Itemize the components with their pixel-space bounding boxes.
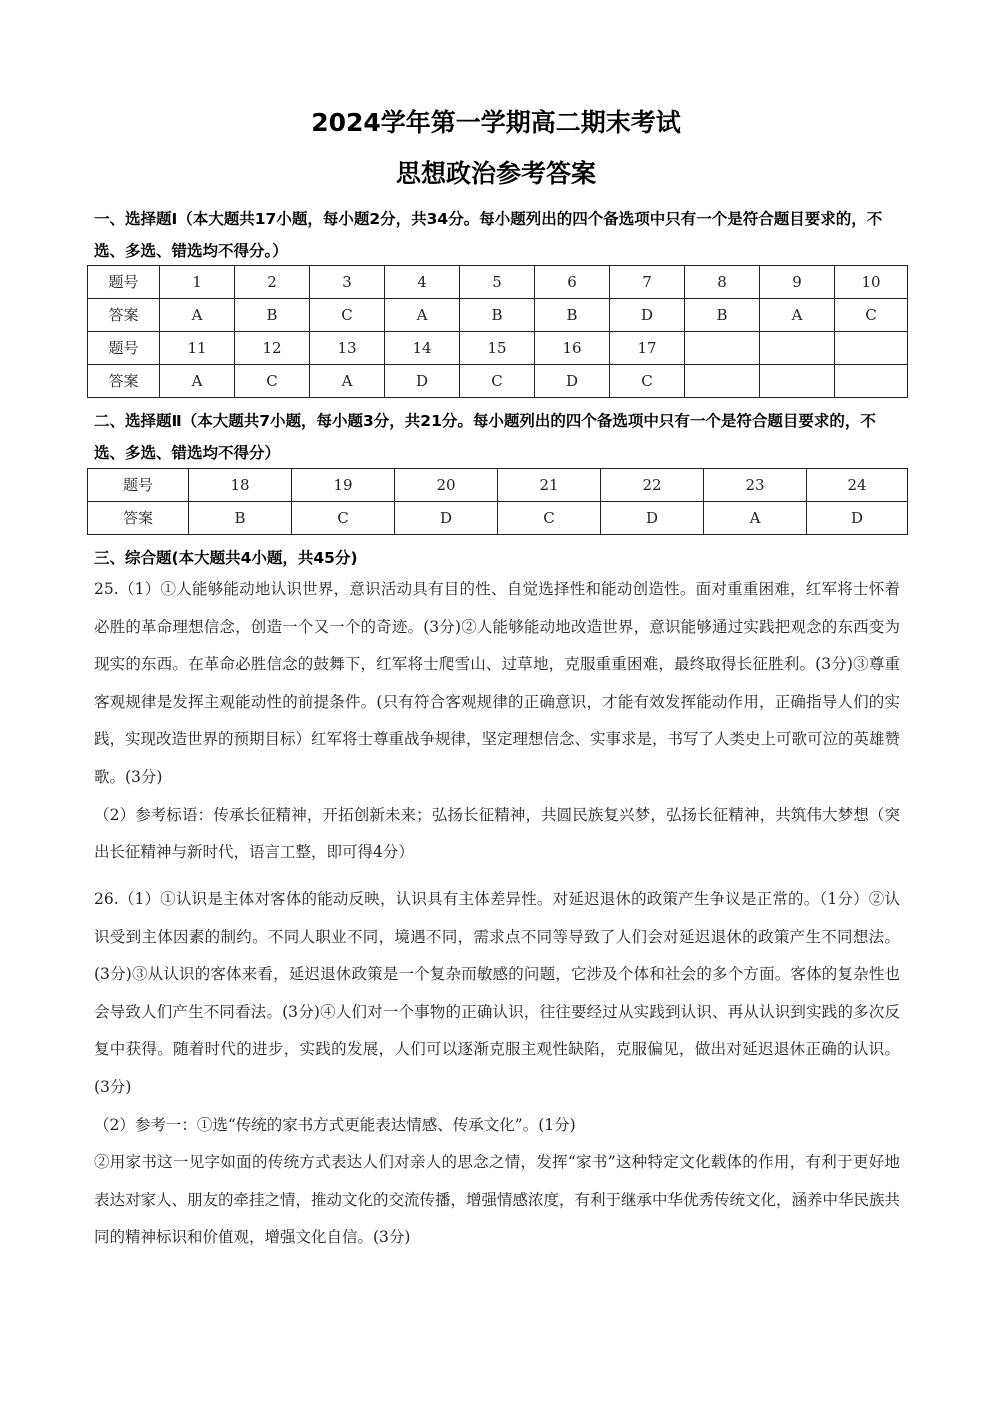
answer-cell: C [292, 502, 395, 535]
question-number: 14 [385, 332, 460, 365]
question-number: 9 [760, 266, 835, 299]
answer-cell: A [310, 365, 385, 398]
question-number: 22 [601, 469, 704, 502]
answer-cell: C [310, 299, 385, 332]
question-number: 1 [160, 266, 235, 299]
q25-part1: 25.（1）①人能够能动地认识世界，意识活动具有目的性、自觉选择性和能动创造性。面对重重困难，红军将士怀着必胜的革命理想信念，创造一个又一个的奇迹。(3分)②人能够能动地改造世界，意识能够通过实践把观念的东西变为现实的东西。在革命必胜信念的鼓舞下，红军将士爬雪山、过草地，克服重重困难，最终取得长征胜利。(3分)③尊重客观规律是发挥主观能动性的前提条件。(只有符合客观规律的正确意识，才能有效发挥能动作用，正确指导人们的实践，实现改造世界的预期目标）红军将士尊重战争规律，坚定理想信念、实事求是，书写了人类史上可歌可泣的英雄赞歌。(3分) [94, 580, 901, 786]
answer-cell: C [235, 365, 310, 398]
answer-cell: B [189, 502, 292, 535]
answer-cell: C [610, 365, 685, 398]
answer-cell: D [385, 365, 460, 398]
answer-cell: C [460, 365, 535, 398]
answer-cell: D [610, 299, 685, 332]
row-label-answer: 答案 [88, 299, 160, 332]
answer-cell: B [460, 299, 535, 332]
question-number: 10 [835, 266, 908, 299]
question-number: 2 [235, 266, 310, 299]
q26-part3: ②用家书这一见字如面的传统方式表达人们对亲人的思念之情，发挥“家书”这种特定文化载体的作用，有利于更好地表达对家人、朋友的牵挂之情，推动文化的交流传播，增强情感浓度，有利于继承中华优秀传统文化，涵养中华民族共同的精神标识和价值观，增强文化自信。(3分) [94, 1153, 901, 1247]
answer-cell: A [160, 365, 235, 398]
question-number: 3 [310, 266, 385, 299]
question-number: 15 [460, 332, 535, 365]
section2-answer-table [87, 468, 908, 535]
question-number: 18 [189, 469, 292, 502]
table-row [88, 469, 908, 502]
answer-cell: D [601, 502, 704, 535]
empty-cell [685, 365, 760, 398]
row-label-answer: 答案 [88, 502, 189, 535]
table-row [88, 502, 908, 535]
section1-answer-table [87, 265, 908, 398]
answer-cell: C [835, 299, 908, 332]
page-subtitle: 思想政治参考答案 [395, 159, 596, 188]
table-row [88, 266, 908, 299]
answer-cell: A [704, 502, 807, 535]
question-number: 6 [535, 266, 610, 299]
q26-part1: 26.（1）①认识是主体对客体的能动反映，认识具有主体差异性。对延迟退休的政策产生争议是正常的。（1分）②认识受到主体因素的制约。不同人职业不同，境遇不同，需求点不同等导致了人们会对延迟退休的政策产生不同想法。(3分)③从认识的客体来看，延迟退休政策是一个复杂而敏感的问题，它涉及个体和社会的多个方面。客体的复杂性也会导致人们产生不同看法。(3分)④人们对一个事物的正确认识，往往要经过从实践到认识、再从认识到实践的多次反复中获得。随着时代的进步，实践的发展，人们可以逐渐克服主观性缺陷，克服偏见，做出对延迟退休正确的认识。(3分) [94, 890, 900, 1096]
answer-cell: D [535, 365, 610, 398]
q25-part2: （2）参考标语：传承长征精神，开拓创新未来；弘扬长征精神，共圆民族复兴梦，弘扬长征精神，共筑伟大梦想（突出长征精神与新时代，语言工整，即可得4分） [94, 805, 900, 862]
answer-cell: B [535, 299, 610, 332]
table-row [88, 332, 908, 365]
row-label-number: 题号 [88, 266, 160, 299]
row-label-answer: 答案 [88, 365, 160, 398]
question-number: 21 [498, 469, 601, 502]
empty-cell [760, 332, 835, 365]
table-row [88, 365, 908, 398]
section3-heading: 三、综合题(本大题共4小题，共45分) [94, 549, 358, 567]
question-number: 12 [235, 332, 310, 365]
answer-cell: A [385, 299, 460, 332]
section2-heading: 二、选择题Ⅱ（本大题共7小题，每小题3分，共21分。每小题列出的四个备选项中只有一个是符合题目要求的，不选、多选、错选均不得分） [94, 412, 876, 462]
question-number: 23 [704, 469, 807, 502]
section1-heading: 一、选择题Ⅰ（本大题共17小题，每小题2分，共34分。每小题列出的四个备选项中只有一个是符合题目要求的，不选、多选、错选均不得分。） [94, 210, 883, 260]
row-label-number: 题号 [88, 332, 160, 365]
question-number: 24 [807, 469, 908, 502]
question-number: 4 [385, 266, 460, 299]
row-label-number: 题号 [88, 469, 189, 502]
answer-cell: A [760, 299, 835, 332]
answer-cell: D [395, 502, 498, 535]
question-25-answer [94, 571, 900, 872]
question-number: 16 [535, 332, 610, 365]
question-number: 5 [460, 266, 535, 299]
question-number: 17 [610, 332, 685, 365]
table-row [88, 299, 908, 332]
answer-cell: C [498, 502, 601, 535]
question-number: 20 [395, 469, 498, 502]
answer-cell: B [235, 299, 310, 332]
empty-cell [835, 332, 908, 365]
answer-cell: A [160, 299, 235, 332]
question-number: 7 [610, 266, 685, 299]
empty-cell [685, 332, 760, 365]
empty-cell [835, 365, 908, 398]
answer-cell: D [807, 502, 908, 535]
page-title: 2024学年第一学期高二期末考试 [311, 108, 681, 137]
question-number: 11 [160, 332, 235, 365]
question-26-answer [94, 881, 900, 1257]
question-number: 8 [685, 266, 760, 299]
empty-cell [760, 365, 835, 398]
question-number: 19 [292, 469, 395, 502]
q26-part2: （2）参考一：①选“传统的家书方式更能表达情感、传承文化”。(1分) [94, 1115, 576, 1134]
question-number: 13 [310, 332, 385, 365]
answer-cell: B [685, 299, 760, 332]
